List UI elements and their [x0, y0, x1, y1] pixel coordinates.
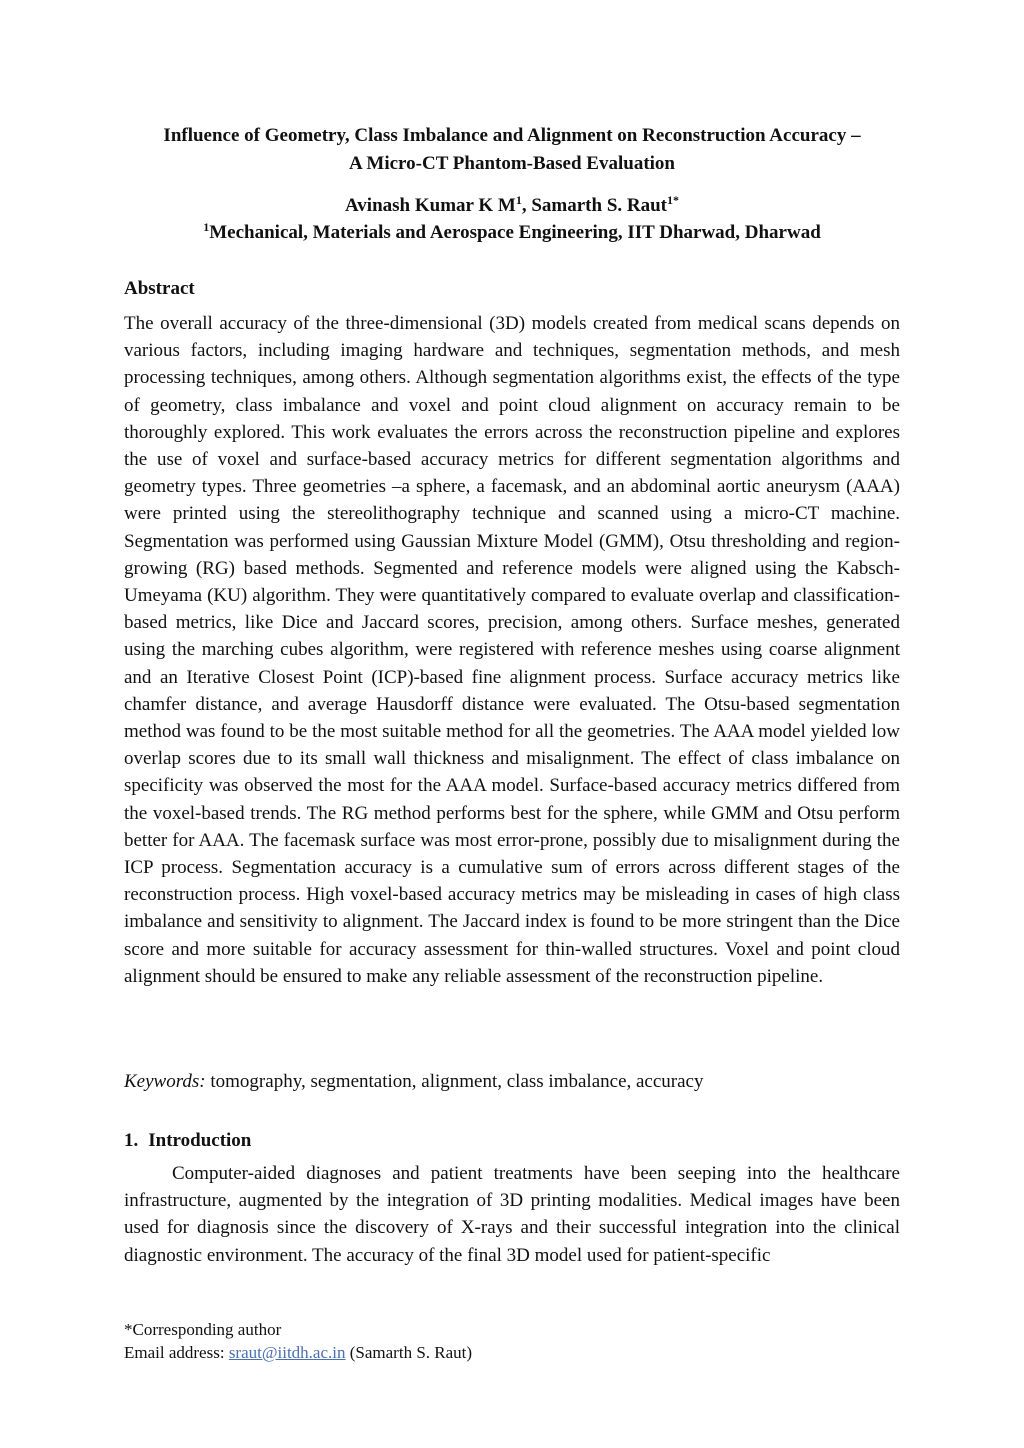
affiliation-text: Mechanical, Materials and Aerospace Engineering, IIT Dharwad, Dharwad: [209, 222, 821, 243]
author-2-affiliation-mark: 1*: [667, 193, 679, 207]
email-line: [124, 1341, 900, 1364]
title-line-1: Influence of Geometry, Class Imbalance and Alignment on Reconstruction Accuracy –: [163, 125, 861, 146]
email-label: Email address:: [124, 1343, 229, 1362]
section-title: Introduction: [148, 1130, 252, 1151]
title-line-2: A Micro-CT Phantom-Based Evaluation: [348, 153, 675, 174]
author-1-name: Avinash Kumar K M: [345, 195, 516, 216]
affiliation: [114, 219, 910, 247]
abstract-body: The overall accuracy of the three-dimensional (3D) models created from medical scans depends on various factors, including imaging hardware and techniques, segmentation methods, and mesh processing techniques, among others. Although segmentation algorithms exist, the effects of the type of geometry, class imbalance and voxel and point cloud alignment on accuracy remain to be thoroughly explored. This work evaluates the errors across the reconstruction pipeline and explores the use of voxel and surface-based accuracy metrics for different segmentation algorithms and geometry types. Three geometries –a sphere, a facemask, and an abdominal aortic aneurysm (AAA) were printed using the stereolithography technique and scanned using a micro-CT machine. Segmentation was performed using Gaussian Mixture Model (GMM), Otsu thresholding and region-growing (RG) based methods. Segmented and reference models were aligned using the Kabsch-Umeyama (KU) algorithm. They were quantitatively compared to evaluate overlap and classification-based metrics, like Dice and Jaccard scores, precision, among others. Surface meshes, generated using the marching cubes algorithm, were registered with reference meshes using coarse alignment and an Iterative Closest Point (ICP)-based fine alignment process. Surface accuracy metrics like chamfer distance, and average Hausdorff distance were evaluated. The Otsu-based segmentation method was found to be the most suitable method for all the geometries. The AAA model yielded low overlap scores due to its small wall thickness and misalignment. The effect of class imbalance on specificity was observed the most for the AAA model. Surface-based accuracy metrics differed from the voxel-based trends. The RG method performs best for the sphere, while GMM and Otsu perform better for AAA. The facemask surface was most error-prone, possibly due to misalignment during the ICP process. Segmentation accuracy is a cumulative sum of errors across different stages of the reconstruction process. High voxel-based accuracy metrics may be misleading in cases of high class imbalance and sensitivity to alignment. The Jaccard index is found to be more stringent than the Dice score and more suitable for accuracy assessment for thin-walled structures. Voxel and point cloud alignment should be ensured to make any reliable assessment of the reconstruction pipeline.: [124, 313, 900, 987]
author-separator: ,: [521, 195, 532, 216]
keywords-label: Keywords:: [124, 1071, 206, 1092]
keywords-text: tomography, segmentation, alignment, class imbalance, accuracy: [205, 1071, 704, 1092]
author-2-name: Samarth S. Raut: [531, 195, 667, 216]
keywords-line: [124, 1068, 900, 1095]
abstract-heading: Abstract: [124, 278, 195, 299]
email-owner: (Samarth S. Raut): [345, 1343, 473, 1362]
paper-page: [124, 0, 900, 1448]
introduction-body: Computer-aided diagnoses and patient treatments have been seeping into the healthcare infrastructure, augmented by the integration of 3D printing modalities. Medical images have been used for diagnosis since the discovery of X-rays and their successful integration into the clinical diagnostic environment. The accuracy of the final 3D model used for patient-specific: [124, 1163, 900, 1266]
affiliation-mark: 1: [203, 220, 210, 234]
author-list: [124, 192, 900, 220]
introduction-heading: [124, 1127, 251, 1154]
section-number: 1.: [124, 1130, 139, 1151]
paper-title: [114, 122, 910, 178]
email-link[interactable]: sraut@iitdh.ac.in: [228, 1343, 346, 1362]
corresponding-author-note: *Corresponding author: [124, 1320, 282, 1339]
author-1-affiliation-mark: 1: [515, 193, 522, 207]
footnote: [124, 1318, 900, 1364]
